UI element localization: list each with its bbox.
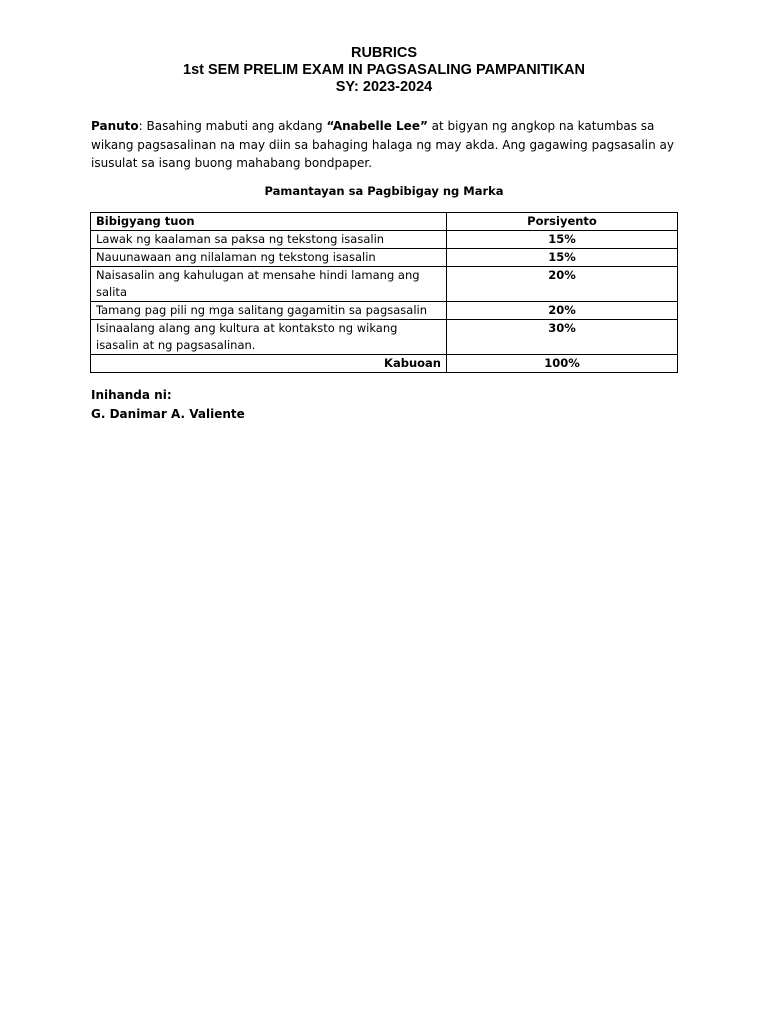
table-row — [91, 302, 678, 320]
percent-cell: 15% — [447, 231, 678, 249]
header-school-year: SY: 2023-2024 — [335, 79, 433, 95]
table-total-row — [91, 355, 678, 373]
percent-cell: 20% — [447, 267, 678, 302]
instructions-text-after: at bigyan ng angkop na katumbas sa wikang pagsasalinan na may diin sa bahaging halaga ng may akda. Ang gagawing pagsasalin ay isusulat sa isang buong mahabang bondpaper. — [91, 119, 674, 170]
table-header-row — [91, 213, 678, 231]
table-row — [91, 249, 678, 267]
percent-cell: 30% — [447, 320, 678, 355]
instructions-literary-title: “Anabelle Lee” — [326, 119, 428, 133]
table-row — [91, 320, 678, 355]
criteria-cell: Lawak ng kaalaman sa paksa ng tekstong isasalin — [91, 231, 447, 249]
instructions-paragraph — [91, 117, 681, 173]
total-label-cell: Kabuoan — [91, 355, 447, 373]
criteria-cell: Naisasalin ang kahulugan at mensahe hindi lamang ang salita — [91, 267, 447, 302]
percent-cell: 20% — [447, 302, 678, 320]
table-row — [91, 267, 678, 302]
header-title: RUBRICS — [350, 45, 418, 61]
criteria-cell: Nauunawaan ang nilalaman ng tekstong isasalin — [91, 249, 447, 267]
criteria-cell: Isinaalang alang ang kultura at kontaksto ng wikang isasalin at ng pagsasalinan. — [91, 320, 447, 355]
percent-cell: 15% — [447, 249, 678, 267]
instructions-label: Panuto — [91, 119, 139, 133]
instructions-text-before: : Basahing mabuti ang akdang — [138, 119, 327, 133]
document-header — [0, 45, 768, 96]
total-percent-cell: 100% — [447, 355, 678, 373]
percent-column-header: Porsiyento — [447, 213, 678, 231]
preparer-name: G. Danimar A. Valiente — [91, 407, 245, 421]
criteria-column-header: Bibigyang tuon — [91, 213, 447, 231]
signature-block — [91, 386, 245, 424]
table-row — [91, 231, 678, 249]
criteria-cell: Tamang pag pili ng mga salitang gagamitin sa pagsasalin — [91, 302, 447, 320]
header-exam-name: 1st SEM PRELIM EXAM IN PAGSASALING PAMPANITIKAN — [183, 62, 585, 78]
rubric-table — [90, 212, 678, 373]
table-title: Pamantayan sa Pagbibigay ng Marka — [264, 184, 504, 198]
prepared-by-label: Inihanda ni: — [91, 388, 172, 402]
